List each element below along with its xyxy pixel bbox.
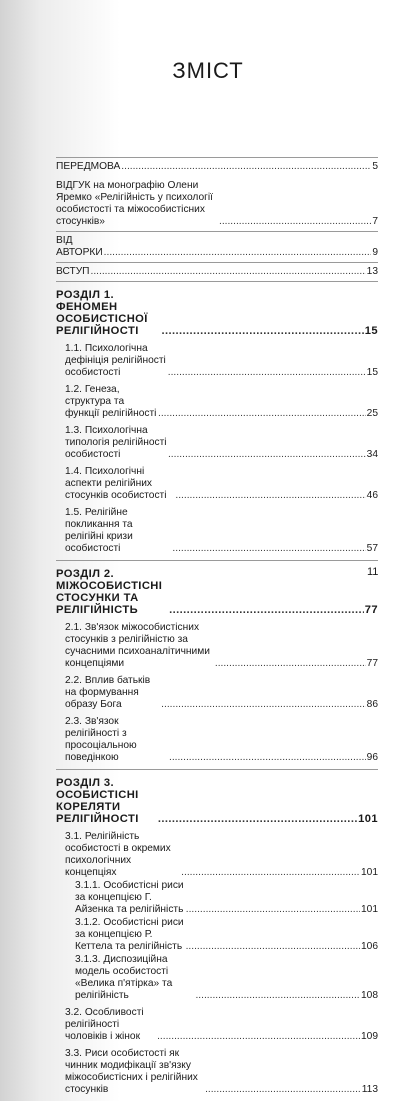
- toc-entry-title: 2.2. Вплив батьків на формування образу Бога: [65, 675, 151, 710]
- toc-entry-1-3[interactable]: [56, 425, 378, 461]
- chapter-title: РОЗДІЛ 2. МІЖОСОБИСТІСНІ СТОСУНКИ ТА РЕЛІГІЙНІСТЬ: [56, 568, 163, 616]
- toc-entry-title: 2.1. Зв'язок міжособистісних стосунків з релігійністю за сучасними психоаналітичними концепціями: [65, 622, 210, 669]
- toc-entry-introduction[interactable]: [56, 266, 378, 278]
- toc-entry-page: 5: [372, 161, 378, 172]
- toc-chapter-3[interactable]: [56, 777, 378, 825]
- leader-dots: [186, 904, 360, 916]
- toc-entry-3-1-1[interactable]: [56, 880, 378, 916]
- toc-entry-page: 57: [366, 543, 378, 554]
- toc-entry-2-3[interactable]: [56, 716, 378, 764]
- toc-entry-3-1-3[interactable]: [56, 954, 378, 1002]
- toc-entry-3-3[interactable]: [56, 1048, 378, 1096]
- page-title: ЗМІСТ: [172, 58, 244, 83]
- toc-entry-1-1[interactable]: [56, 343, 378, 379]
- leader-dots: [161, 325, 363, 337]
- leader-dots: [104, 247, 372, 259]
- toc-entry-1-2[interactable]: [56, 384, 378, 420]
- toc-entry-2-2[interactable]: [56, 675, 378, 711]
- toc-entry-page: 101: [361, 867, 378, 878]
- toc-entry-title: 1.4. Психологічні аспекти релігійних стосунків особистості: [65, 466, 167, 501]
- toc-entry-page: 9: [372, 247, 378, 258]
- toc-entry-preface[interactable]: [56, 161, 378, 173]
- toc-entry-page: 96: [366, 752, 378, 763]
- chapter-page: 101: [358, 813, 378, 825]
- leader-dots: [158, 813, 357, 825]
- leader-dots: [168, 449, 366, 461]
- toc-entry-title: 1.2. Генеза, структура та функції релігійності: [65, 384, 157, 419]
- toc-entry-title: 3.1. Релігійність особистості в окремих психологічних концепціях: [65, 831, 171, 878]
- toc-entry-title: 3.3. Риси особистості як чинник модифікації зв'язку міжособистісних і релігійних стосунків: [65, 1048, 198, 1095]
- toc-entry-from-author[interactable]: [56, 235, 378, 259]
- leader-dots: [172, 543, 365, 555]
- toc-entry-page: 113: [361, 1084, 378, 1095]
- chapter-1-section: [56, 281, 378, 555]
- toc-entry-review[interactable]: [56, 180, 378, 228]
- page-number: 11: [367, 566, 379, 578]
- intro-section: [56, 262, 378, 278]
- toc-entry-page: 34: [366, 449, 378, 460]
- chapter-3-section: [56, 769, 378, 1096]
- chapter-page: 77: [364, 604, 378, 616]
- toc-entry-3-1-2[interactable]: [56, 917, 378, 953]
- leader-dots: [195, 990, 360, 1002]
- toc-entry-title: 1.1. Психологічна дефініція релігійності особистості: [65, 343, 166, 378]
- leader-dots: [91, 266, 366, 278]
- front-matter-section: [56, 157, 378, 228]
- leader-dots: [169, 752, 366, 764]
- leader-dots: [168, 367, 366, 379]
- toc-entry-page: 108: [361, 990, 378, 1001]
- toc-entry-title: 2.3. Зв'язок релігійності з просоціальною поведінкою: [65, 716, 137, 763]
- toc-entry-3-2[interactable]: [56, 1007, 378, 1043]
- leader-dots: [158, 408, 366, 420]
- toc-entry-title: 3.1.3. Диспозиційна модель особистості «Велика п'ятірка» та релігійність: [75, 954, 173, 1001]
- leader-dots: [169, 604, 364, 616]
- leader-dots: [161, 699, 365, 711]
- toc-entry-title: 3.1.2. Особистісні риси за концепцією Р. Кеттела та релігійність: [75, 917, 184, 952]
- leader-dots: [219, 216, 371, 228]
- chapter-title: РОЗДІЛ 1. ФЕНОМЕН ОСОБИСТІСНОЇ РЕЛІГІЙНОСТІ: [56, 289, 148, 337]
- leader-dots: [121, 161, 371, 173]
- leader-dots: [186, 941, 360, 953]
- toc-entry-page: 25: [366, 408, 378, 419]
- toc-entry-1-5[interactable]: [56, 507, 378, 555]
- leader-dots: [157, 1031, 360, 1043]
- toc-entry-3-1[interactable]: [56, 831, 378, 879]
- leader-dots: [215, 658, 366, 670]
- toc-entry-title: ВІДГУК на монографію Олени Яремко «Релігійність у психології особистості та міжособистісних стосунків»: [56, 180, 213, 227]
- toc-entry-page: 46: [366, 490, 378, 501]
- leader-dots: [181, 867, 360, 879]
- toc-entry-page: 109: [361, 1031, 378, 1042]
- toc-entry-title: ВСТУП: [56, 266, 90, 277]
- toc-entry-page: 13: [366, 266, 378, 277]
- toc-entry-2-1[interactable]: [56, 622, 378, 670]
- chapter-title: РОЗДІЛ 3. ОСОБИСТІСНІ КОРЕЛЯТИ РЕЛІГІЙНОСТІ: [56, 777, 139, 825]
- leader-dots: [175, 490, 365, 502]
- toc-entry-page: 77: [366, 658, 378, 669]
- chapter-page: 15: [364, 325, 378, 337]
- toc-entry-title: 3.1.1. Особистісні риси за концепцією Г. Айзенка та релігійність: [75, 880, 184, 915]
- toc-chapter-2[interactable]: [56, 568, 378, 616]
- leader-dots: [205, 1084, 361, 1096]
- toc-entry-page: 15: [366, 367, 378, 378]
- toc-entry-title: ВІД АВТОРКИ: [56, 235, 103, 258]
- toc-entry-title: ПЕРЕДМОВА: [56, 161, 121, 172]
- toc-chapter-1[interactable]: [56, 289, 378, 337]
- toc-entry-1-4[interactable]: [56, 466, 378, 502]
- toc-entry-page: 101: [361, 904, 378, 915]
- chapter-2-section: [56, 560, 378, 764]
- toc-entry-title: 3.2. Особливості релігійності чоловіків і жінок: [65, 1007, 144, 1042]
- toc-entry-title: 1.3. Психологічна типологія релігійності особистості: [65, 425, 167, 460]
- toc-entry-page: 86: [366, 699, 378, 710]
- author-section: [56, 231, 378, 259]
- toc-entry-page: 106: [361, 941, 378, 952]
- toc-entry-title: 1.5. Релігійне покликання та релігійні кризи особистості: [65, 507, 133, 554]
- table-of-contents: [56, 157, 378, 1101]
- toc-entry-page: 7: [372, 216, 378, 227]
